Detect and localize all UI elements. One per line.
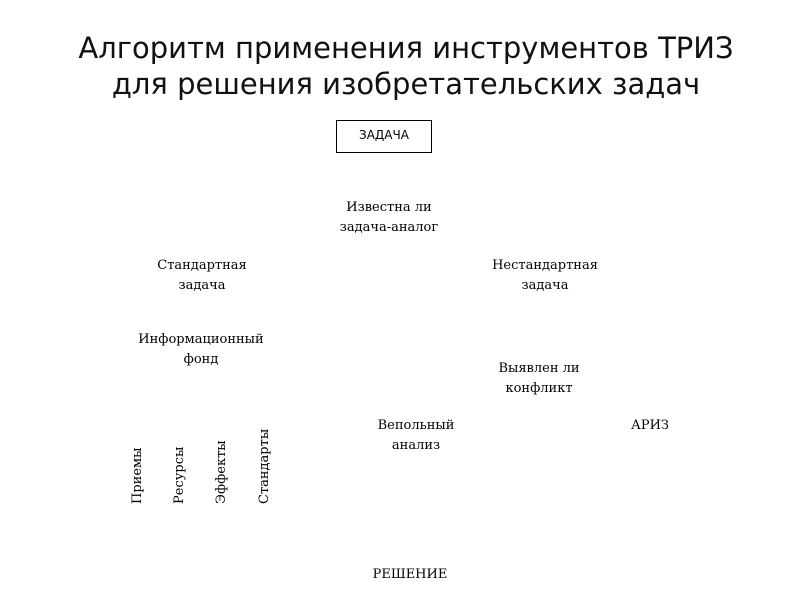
fund-item-resources	[174, 440, 190, 504]
fund-item-resources-label: Ресурсы	[172, 446, 187, 504]
fund-item-effects	[216, 440, 232, 504]
node-nonstandard-task-line2: задача	[521, 278, 569, 293]
node-info-fund-line2: фонд	[183, 352, 219, 367]
node-ariz: АРИЗ	[630, 418, 670, 433]
fund-item-standards	[257, 428, 275, 504]
node-standard-task	[137, 256, 267, 296]
node-info-fund-line1: Информационный	[138, 332, 264, 347]
node-vepol-analysis-line2: анализ	[391, 438, 441, 453]
fund-item-techniques-label: Приемы	[130, 447, 145, 504]
node-conflict-question	[479, 359, 599, 399]
fund-item-standards-label: Стандарты	[257, 428, 272, 504]
node-task: ЗАДАЧА	[336, 120, 432, 153]
slide-title-line2: для решения изобретательских задач	[111, 67, 701, 101]
node-conflict-question-line2: конфликт	[505, 381, 573, 396]
node-nonstandard-task	[475, 256, 615, 296]
node-conflict-question-line1: Выявлен ли	[498, 361, 580, 376]
node-vepol-analysis-line1: Вепольный	[377, 418, 455, 433]
node-nonstandard-task-line1: Нестандартная	[492, 258, 598, 273]
node-standard-task-line1: Стандартная	[157, 258, 247, 273]
node-standard-task-line2: задача	[178, 278, 226, 293]
node-solution: РЕШЕНИЕ	[372, 567, 448, 582]
node-analog-question	[329, 198, 449, 238]
slide-title-line1: Алгоритм применения инструментов ТРИЗ	[78, 31, 734, 65]
node-analog-question-line2: задача-аналог	[339, 220, 439, 235]
fund-item-effects-label: Эффекты	[214, 440, 229, 504]
node-vepol-analysis	[361, 416, 471, 456]
node-analog-question-line1: Известна ли	[346, 200, 432, 215]
fund-item-techniques	[132, 440, 148, 504]
node-info-fund	[126, 330, 276, 370]
slide-title	[0, 30, 812, 102]
